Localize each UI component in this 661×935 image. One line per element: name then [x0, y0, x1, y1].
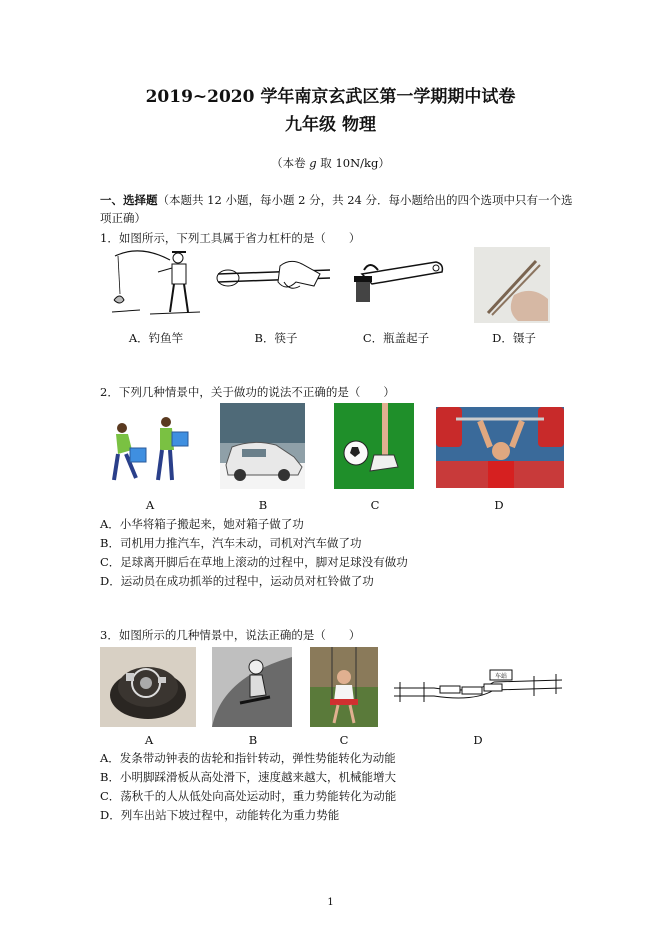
- football-figure: [334, 403, 414, 489]
- bottle-opener-figure: [352, 256, 446, 308]
- q2-caption-a: A: [145, 498, 155, 512]
- note-suffix: 取 10N/kg）: [316, 156, 390, 170]
- station-sign-label: 车站: [494, 673, 508, 680]
- swing-figure: [310, 647, 378, 727]
- q2-caption-c: C: [370, 498, 380, 512]
- exam-subtitle: 九年级 物理: [285, 115, 376, 135]
- q1-caption-b: B．筷子: [254, 331, 298, 345]
- page-number: 1: [327, 897, 334, 908]
- q3-option-a: A．发条带动钟表的齿轮和指针转动，弹性势能转化为动能: [100, 751, 396, 765]
- q1-caption-a: A．钓鱼竿: [128, 331, 184, 345]
- section-instructions-cont: 项正确）: [100, 211, 146, 225]
- q2-option-d: D．运动员在成功抓举的过程中，运动员对杠铃做了功: [100, 574, 374, 588]
- skateboard-figure: [212, 647, 292, 727]
- chopsticks-figure: [214, 258, 332, 304]
- q3-option-b: B．小明脚踩滑板从高处滑下，速度越来越大，机械能增大: [100, 770, 396, 784]
- train-station-figure: [394, 668, 562, 708]
- note-variable: g: [309, 156, 317, 170]
- weightlifter-figure: [436, 407, 564, 488]
- lifting-box-figure: [108, 414, 194, 484]
- q2-option-a: A．小华将箱子搬起来，她对箱子做了功: [100, 517, 304, 531]
- q3-option-d: D．列车出站下坡过程中，动能转化为重力势能: [100, 808, 340, 822]
- q2-option-b: B．司机用力推汽车，汽车未动，司机对汽车做了功: [100, 536, 362, 550]
- pushing-car-figure: [220, 403, 305, 489]
- q3-caption-d: D: [473, 733, 483, 747]
- question-1-stem: 1．如图所示，下列工具属于省力杠杆的是（ ）: [100, 231, 361, 245]
- q2-caption-d: D: [494, 498, 504, 512]
- q1-caption-c: C．瓶盖起子: [362, 331, 430, 345]
- note-prefix: （本卷: [271, 156, 310, 170]
- section-instructions: （本题共 12 小题，每小题 2 分，共 24 分．每小题给出的四个选项中只有一个选: [157, 193, 573, 207]
- q3-option-c: C．荡秋千的人从低处向高处运动时，重力势能转化为动能: [100, 789, 397, 803]
- q3-caption-c: C: [339, 733, 349, 747]
- section-label: 一、选择题: [100, 193, 158, 207]
- fishing-rod-figure: [110, 246, 202, 318]
- exam-note: [0, 155, 661, 171]
- q3-caption-b: B: [248, 733, 258, 747]
- clock-spring-figure: [100, 647, 196, 727]
- question-3-stem: 3．如图所示的几种情景中，说法正确的是（ ）: [100, 628, 361, 642]
- question-2-stem: 2．下列几种情景中，关于做功的说法不正确的是（ ）: [100, 385, 395, 399]
- q2-caption-b: B: [258, 498, 268, 512]
- section-heading: [100, 192, 573, 208]
- exam-title: 2019~2020 学年南京玄武区第一学期期中试卷: [145, 87, 516, 107]
- q3-caption-a: A: [144, 733, 154, 747]
- q2-option-c: C．足球离开脚后在草地上滚动的过程中，脚对足球没有做功: [100, 555, 408, 569]
- tweezers-figure: [474, 247, 550, 323]
- q1-caption-d: D．镊子: [492, 331, 536, 345]
